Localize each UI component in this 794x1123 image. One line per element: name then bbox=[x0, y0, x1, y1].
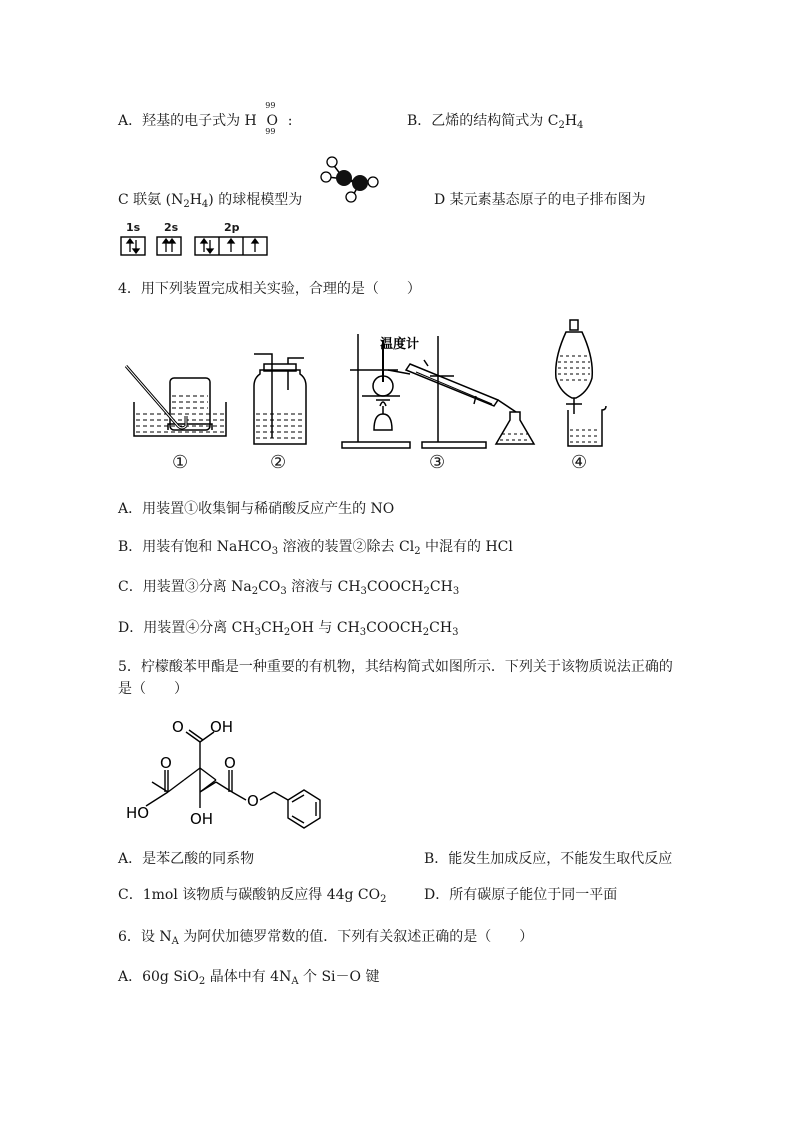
q4-option-a: A．用装置①收集铜与稀硝酸反应产生的 NO bbox=[118, 501, 395, 517]
electron-dots-top: 99 bbox=[265, 101, 276, 110]
apparatus-1-water-collection bbox=[118, 360, 228, 450]
q3-option-b: B．乙烯的结构简式为 $C_2H_4$ bbox=[407, 113, 584, 131]
orbital-label-2p: 2p bbox=[224, 221, 240, 234]
q5-option-b: B．能发生加成反应，不能发生取代反应 bbox=[424, 851, 673, 867]
benzyl-citrate-structure bbox=[120, 710, 330, 834]
q5-option-a: A．是苯乙酸的同系物 bbox=[118, 851, 255, 867]
hydrazine-ball-stick-model bbox=[318, 155, 380, 205]
atom-label-oh-top: OH bbox=[210, 718, 234, 736]
atom-label-o-top: O bbox=[172, 718, 184, 736]
apparatus-label-3: ③ bbox=[429, 452, 446, 473]
q5-option-c: C．1mol 该物质与碳酸钠反应得 44g $CO_2$ bbox=[118, 887, 387, 905]
thermometer-label: 温度计 bbox=[380, 337, 420, 352]
q4-option-b: B．用装有饱和 NaHCO$_3$ 溶液的装置②除去 $Cl_2$ 中混有的 HCl bbox=[118, 539, 513, 557]
atom-label-ho: HO bbox=[126, 804, 150, 822]
atom-label-o-ester: O bbox=[247, 792, 259, 810]
oxygen-symbol: O bbox=[266, 113, 278, 129]
apparatus-label-4: ④ bbox=[571, 452, 588, 473]
q3-option-d: D 某元素基态原子的电子排布图为 bbox=[434, 192, 646, 208]
q5-stem-line2: 是（ ） bbox=[118, 681, 188, 697]
q4-stem: 4．用下列装置完成相关实验，合理的是（ ） bbox=[118, 281, 421, 297]
orbital-diagram bbox=[119, 234, 271, 258]
atom-label-oh-center: OH bbox=[190, 810, 214, 828]
apparatus-label-2: ② bbox=[270, 452, 287, 473]
apparatus-label-1: ① bbox=[172, 452, 189, 473]
q5-stem-line1: 5．柠檬酸苯甲酯是一种重要的有机物，其结构简式如图所示．下列关于该物质说法正确的 bbox=[118, 659, 673, 675]
apparatus-4-separatory-funnel bbox=[552, 318, 612, 450]
q4-option-d: D．用装置④分离 $CH_3CH_2OH$ 与 $CH_3COOCH_2CH_3$ bbox=[118, 620, 459, 638]
atom-label-o-right: O bbox=[224, 754, 236, 772]
atom-label-o-left: O bbox=[160, 754, 172, 772]
q4-option-c: C．用装置③分离 $Na_2CO_3$ 溶液与 $CH_3COOCH_2CH_3$ bbox=[118, 579, 460, 597]
q6-option-a: A．60g SiO$_2$ 晶体中有 $4N_A$ 个 Si－O 键 bbox=[118, 969, 380, 987]
apparatus-3-distillation bbox=[338, 330, 548, 454]
q3-option-a: A．羟基的电子式为 H 99 O 99 : bbox=[118, 101, 293, 136]
q5-option-d: D．所有碳原子能位于同一平面 bbox=[424, 887, 618, 903]
q6-stem: 6．设 $N_A$ 为阿伏加德罗常数的值．下列有关叙述正确的是（ ） bbox=[118, 929, 534, 947]
orbital-label-2s: 2s bbox=[164, 221, 179, 234]
orbital-label-1s: 1s bbox=[126, 221, 141, 234]
apparatus-2-gas-wash-bottle bbox=[250, 350, 310, 450]
q3-option-c: C 联氨 $(N_2H_4)$ 的球棍模型为 bbox=[118, 192, 303, 210]
electron-dots-bottom: 99 bbox=[265, 127, 276, 136]
